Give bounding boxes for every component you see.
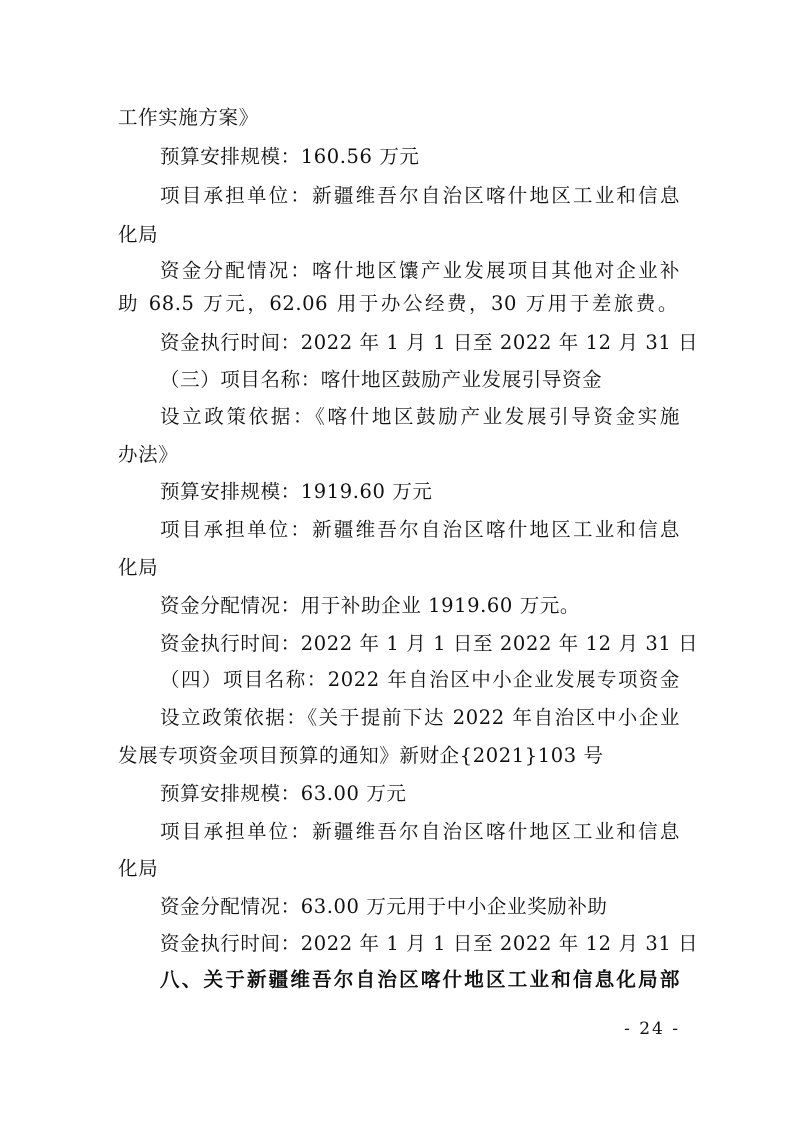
text-line: 资金分配情况：用于补助企业 1919.60 万元。 <box>160 594 581 617</box>
text-line: 项目承担单位：新疆维吾尔自治区喀什地区工业和信息 <box>160 184 680 207</box>
text-line: 项目承担单位：新疆维吾尔自治区喀什地区工业和信息 <box>160 820 680 843</box>
text-line: 化局 <box>118 223 159 246</box>
text-line: 资金执行时间：2022 年 1 月 1 日至 2022 年 12 月 31 日 <box>160 932 699 955</box>
text-line: 工作实施方案》 <box>118 106 259 129</box>
text-line: 预算安排规模：160.56 万元 <box>160 145 420 168</box>
text-line: 资金执行时间：2022 年 1 月 1 日至 2022 年 12 月 31 日 <box>160 331 699 354</box>
text-line: 资金分配情况：喀什地区馕产业发展项目其他对企业补 <box>160 259 680 282</box>
text-line: 资金分配情况：63.00 万元用于中小企业奖励补助 <box>160 895 608 918</box>
text-line: 设立政策依据：《喀什地区鼓励产业发展引导资金实施 <box>160 405 680 428</box>
text-line: 助 68.5 万元，62.06 用于办公经费，30 万用于差旅费。 <box>118 292 678 315</box>
text-line: 项目承担单位：新疆维吾尔自治区喀什地区工业和信息 <box>160 518 680 541</box>
section-heading: （四）项目名称：2022 年自治区中小企业发展专项资金 <box>160 668 680 691</box>
text-line: 设立政策依据：《关于提前下达 2022 年自治区中小企业 <box>160 706 680 729</box>
text-line: 资金执行时间：2022 年 1 月 1 日至 2022 年 12 月 31 日 <box>160 632 699 655</box>
text-line: 办法》 <box>118 443 179 466</box>
section-heading: （三）项目名称：喀什地区鼓励产业发展引导资金 <box>160 368 603 391</box>
chapter-heading: 八、关于新疆维吾尔自治区喀什地区工业和信息化局部 <box>160 968 680 991</box>
text-line: 化局 <box>118 556 159 579</box>
text-line: 预算安排规模：63.00 万元 <box>160 782 407 805</box>
text-line: 预算安排规模：1919.60 万元 <box>160 480 433 503</box>
page-number: - 24 - <box>624 1019 680 1039</box>
text-line: 发展专项资金项目预算的通知》新财企{2021}103 号 <box>118 744 604 767</box>
text-line: 化局 <box>118 857 159 880</box>
